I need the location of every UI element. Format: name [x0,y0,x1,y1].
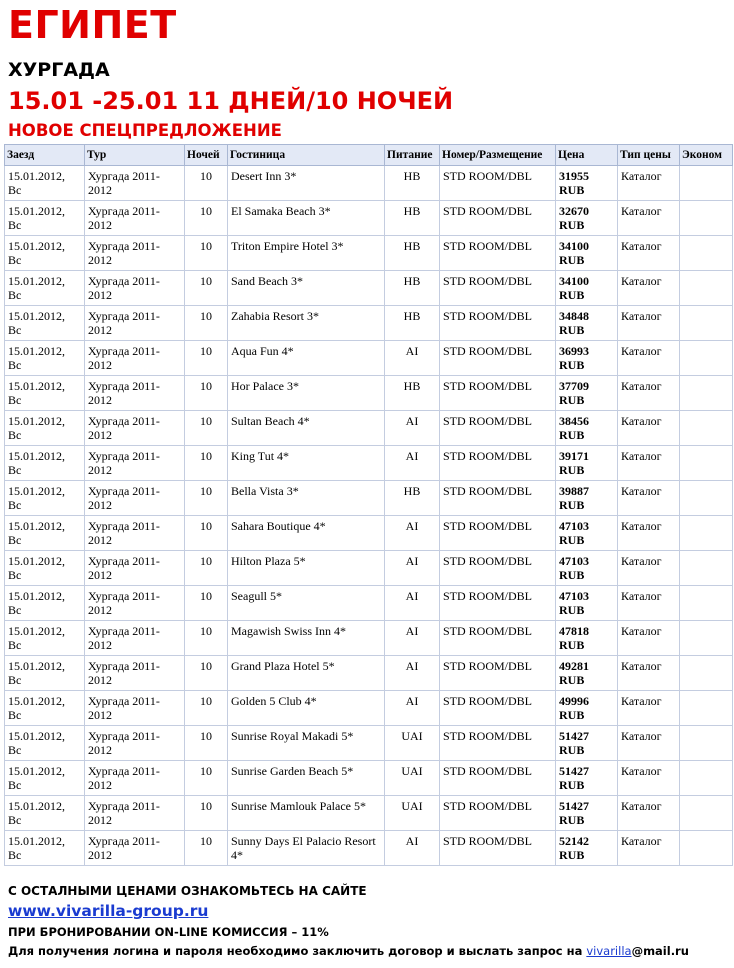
cell-economy [680,551,733,586]
cell-tour: Хургада 2011-2012 [85,166,185,201]
cell-tour: Хургада 2011-2012 [85,761,185,796]
cell-tour: Хургада 2011-2012 [85,376,185,411]
cell-meal: HB [385,166,440,201]
table-row [5,516,733,551]
cell-hotel: Sunrise Mamlouk Palace 5* [228,796,385,831]
cell-room: STD ROOM/DBL [440,831,556,866]
cell-price: 34100 RUB [556,236,618,271]
cell-meal: UAI [385,796,440,831]
cell-tour: Хургада 2011-2012 [85,586,185,621]
dates-title: 15.01 -25.01 11 ДНЕЙ/10 НОЧЕЙ [8,87,454,115]
cell-checkin: 15.01.2012, Вс [5,656,85,691]
table-row [5,621,733,656]
cell-price: 49281 RUB [556,656,618,691]
cell-nights: 10 [185,446,228,481]
cell-price: 32670 RUB [556,201,618,236]
cell-economy [680,201,733,236]
table-row [5,586,733,621]
table-row [5,726,733,761]
cell-economy [680,691,733,726]
cell-hotel: Grand Plaza Hotel 5* [228,656,385,691]
cell-hotel: Sunrise Royal Makadi 5* [228,726,385,761]
cell-tour: Хургада 2011-2012 [85,621,185,656]
cell-price-type: Каталог [618,306,680,341]
cell-checkin: 15.01.2012, Вс [5,691,85,726]
table-row [5,656,733,691]
cell-room: STD ROOM/DBL [440,341,556,376]
cell-checkin: 15.01.2012, Вс [5,831,85,866]
cell-meal: AI [385,516,440,551]
cell-price: 49996 RUB [556,691,618,726]
cell-checkin: 15.01.2012, Вс [5,796,85,831]
cell-nights: 10 [185,691,228,726]
cell-economy [680,586,733,621]
cell-tour: Хургада 2011-2012 [85,831,185,866]
table-row [5,376,733,411]
cell-economy [680,726,733,761]
offer-title: НОВОЕ СПЕЦПРЕДЛОЖЕНИЕ [8,121,282,140]
cell-meal: AI [385,656,440,691]
commission-note: ПРИ БРОНИРОВАНИИ ON-LINE КОМИССИЯ – 11% [8,925,329,939]
cell-room: STD ROOM/DBL [440,166,556,201]
cell-meal: HB [385,236,440,271]
cell-hotel: Aqua Fun 4* [228,341,385,376]
cell-economy [680,516,733,551]
cell-room: STD ROOM/DBL [440,411,556,446]
col-header-hotel: Гостиница [228,145,385,166]
cell-checkin: 15.01.2012, Вс [5,236,85,271]
cell-tour: Хургада 2011-2012 [85,201,185,236]
cell-checkin: 15.01.2012, Вс [5,376,85,411]
cell-meal: AI [385,691,440,726]
cell-tour: Хургада 2011-2012 [85,341,185,376]
cell-economy [680,411,733,446]
cell-meal: AI [385,621,440,656]
cell-price-type: Каталог [618,726,680,761]
cell-room: STD ROOM/DBL [440,621,556,656]
cell-meal: UAI [385,761,440,796]
city-title: ХУРГАДА [8,59,110,81]
cell-room: STD ROOM/DBL [440,656,556,691]
cell-price-type: Каталог [618,376,680,411]
cell-tour: Хургада 2011-2012 [85,481,185,516]
cell-price: 47103 RUB [556,516,618,551]
cell-price: 39887 RUB [556,481,618,516]
col-header-room: Номер/Размещение [440,145,556,166]
cell-price: 37709 RUB [556,376,618,411]
cell-price: 38456 RUB [556,411,618,446]
cell-checkin: 15.01.2012, Вс [5,271,85,306]
cell-hotel: Sahara Boutique 4* [228,516,385,551]
col-header-price-type: Тип цены [618,145,680,166]
cell-nights: 10 [185,306,228,341]
cell-nights: 10 [185,551,228,586]
cell-economy [680,621,733,656]
cell-nights: 10 [185,201,228,236]
cell-tour: Хургада 2011-2012 [85,516,185,551]
cell-room: STD ROOM/DBL [440,761,556,796]
cell-meal: AI [385,446,440,481]
login-note [8,944,689,958]
cell-nights: 10 [185,166,228,201]
table-row [5,691,733,726]
table-row [5,481,733,516]
cell-meal: HB [385,306,440,341]
cell-checkin: 15.01.2012, Вс [5,551,85,586]
cell-economy [680,376,733,411]
cell-economy [680,481,733,516]
cell-room: STD ROOM/DBL [440,586,556,621]
cell-price-type: Каталог [618,621,680,656]
cell-room: STD ROOM/DBL [440,551,556,586]
cell-tour: Хургада 2011-2012 [85,726,185,761]
cell-hotel: Bella Vista 3* [228,481,385,516]
cell-price: 34100 RUB [556,271,618,306]
cell-checkin: 15.01.2012, Вс [5,621,85,656]
cell-economy [680,306,733,341]
cell-checkin: 15.01.2012, Вс [5,201,85,236]
table-row [5,341,733,376]
cell-meal: AI [385,586,440,621]
cell-price-type: Каталог [618,236,680,271]
cell-price-type: Каталог [618,656,680,691]
cell-price: 51427 RUB [556,761,618,796]
cell-hotel: Hor Palace 3* [228,376,385,411]
cell-tour: Хургада 2011-2012 [85,796,185,831]
cell-hotel: King Tut 4* [228,446,385,481]
cell-room: STD ROOM/DBL [440,201,556,236]
col-header-meal: Питание [385,145,440,166]
cell-tour: Хургада 2011-2012 [85,306,185,341]
table-row [5,201,733,236]
site-link[interactable]: www.vivarilla-group.ru [8,902,209,920]
col-header-price: Цена [556,145,618,166]
cell-meal: HB [385,201,440,236]
cell-nights: 10 [185,516,228,551]
cell-room: STD ROOM/DBL [440,481,556,516]
cell-meal: AI [385,551,440,586]
cell-price: 51427 RUB [556,796,618,831]
cell-nights: 10 [185,621,228,656]
cell-price-type: Каталог [618,551,680,586]
cell-room: STD ROOM/DBL [440,236,556,271]
cell-price-type: Каталог [618,831,680,866]
cell-economy [680,271,733,306]
cell-nights: 10 [185,726,228,761]
cell-checkin: 15.01.2012, Вс [5,446,85,481]
cell-price-type: Каталог [618,201,680,236]
footer-prices-note: С ОСТАЛНЫМИ ЦЕНАМИ ОЗНАКОМЬТЕСЬ НА САЙТЕ [8,884,367,898]
col-header-tour: Тур [85,145,185,166]
login-text: Для получения логина и пароля необходимо заключить договор и выслать запрос на [8,944,587,958]
cell-checkin: 15.01.2012, Вс [5,516,85,551]
cell-hotel: El Samaka Beach 3* [228,201,385,236]
cell-nights: 10 [185,236,228,271]
table-row [5,166,733,201]
cell-price: 31955 RUB [556,166,618,201]
cell-checkin: 15.01.2012, Вс [5,411,85,446]
cell-checkin: 15.01.2012, Вс [5,166,85,201]
table-row [5,551,733,586]
cell-hotel: Sultan Beach 4* [228,411,385,446]
table-row [5,411,733,446]
email-domain: @mail.ru [631,944,689,958]
cell-checkin: 15.01.2012, Вс [5,761,85,796]
cell-price-type: Каталог [618,166,680,201]
cell-economy [680,656,733,691]
cell-checkin: 15.01.2012, Вс [5,306,85,341]
cell-nights: 10 [185,656,228,691]
cell-hotel: Magawish Swiss Inn 4* [228,621,385,656]
cell-tour: Хургада 2011-2012 [85,656,185,691]
tours-table [4,144,733,866]
cell-price-type: Каталог [618,271,680,306]
cell-hotel: Sunrise Garden Beach 5* [228,761,385,796]
table-row [5,306,733,341]
cell-checkin: 15.01.2012, Вс [5,586,85,621]
cell-price: 39171 RUB [556,446,618,481]
cell-meal: AI [385,831,440,866]
cell-tour: Хургада 2011-2012 [85,271,185,306]
cell-economy [680,236,733,271]
cell-room: STD ROOM/DBL [440,726,556,761]
cell-room: STD ROOM/DBL [440,516,556,551]
country-title: ЕГИПЕТ [8,3,177,47]
cell-meal: HB [385,481,440,516]
cell-nights: 10 [185,411,228,446]
cell-hotel: Seagull 5* [228,586,385,621]
cell-economy [680,761,733,796]
cell-room: STD ROOM/DBL [440,271,556,306]
cell-price: 52142 RUB [556,831,618,866]
cell-meal: AI [385,341,440,376]
cell-nights: 10 [185,341,228,376]
cell-nights: 10 [185,376,228,411]
cell-meal: HB [385,271,440,306]
cell-price: 36993 RUB [556,341,618,376]
cell-checkin: 15.01.2012, Вс [5,341,85,376]
cell-economy [680,166,733,201]
cell-room: STD ROOM/DBL [440,306,556,341]
table-row [5,446,733,481]
cell-price: 47103 RUB [556,551,618,586]
cell-hotel: Desert Inn 3* [228,166,385,201]
cell-room: STD ROOM/DBL [440,796,556,831]
cell-nights: 10 [185,586,228,621]
table-body [5,166,733,866]
cell-hotel: Zahabia Resort 3* [228,306,385,341]
cell-price-type: Каталог [618,516,680,551]
cell-price-type: Каталог [618,411,680,446]
cell-price: 51427 RUB [556,726,618,761]
cell-price-type: Каталог [618,446,680,481]
cell-price-type: Каталог [618,691,680,726]
cell-price: 47103 RUB [556,586,618,621]
cell-tour: Хургада 2011-2012 [85,236,185,271]
cell-price-type: Каталог [618,341,680,376]
table-row [5,761,733,796]
cell-tour: Хургада 2011-2012 [85,551,185,586]
cell-nights: 10 [185,761,228,796]
cell-checkin: 15.01.2012, Вс [5,481,85,516]
cell-room: STD ROOM/DBL [440,446,556,481]
cell-price: 34848 RUB [556,306,618,341]
cell-room: STD ROOM/DBL [440,376,556,411]
cell-nights: 10 [185,796,228,831]
cell-room: STD ROOM/DBL [440,691,556,726]
cell-hotel: Triton Empire Hotel 3* [228,236,385,271]
cell-nights: 10 [185,481,228,516]
cell-tour: Хургада 2011-2012 [85,691,185,726]
cell-tour: Хургада 2011-2012 [85,411,185,446]
cell-price-type: Каталог [618,586,680,621]
cell-economy [680,341,733,376]
cell-checkin: 15.01.2012, Вс [5,726,85,761]
col-header-nights: Ночей [185,145,228,166]
cell-nights: 10 [185,271,228,306]
cell-price-type: Каталог [618,761,680,796]
cell-hotel: Hilton Plaza 5* [228,551,385,586]
table-row [5,271,733,306]
cell-price: 47818 RUB [556,621,618,656]
cell-meal: HB [385,376,440,411]
email-link[interactable]: vivarilla [586,944,632,958]
cell-nights: 10 [185,831,228,866]
cell-meal: AI [385,411,440,446]
cell-hotel: Sand Beach 3* [228,271,385,306]
cell-tour: Хургада 2011-2012 [85,446,185,481]
col-header-economy: Эконом [680,145,733,166]
cell-hotel: Golden 5 Club 4* [228,691,385,726]
cell-price-type: Каталог [618,796,680,831]
cell-meal: UAI [385,726,440,761]
cell-economy [680,796,733,831]
cell-economy [680,446,733,481]
cell-economy [680,831,733,866]
cell-price-type: Каталог [618,481,680,516]
table-row [5,236,733,271]
cell-hotel: Sunny Days El Palacio Resort 4* [228,831,385,866]
table-row [5,796,733,831]
col-header-checkin: Заезд [5,145,85,166]
table-header-row [5,145,733,166]
table-row [5,831,733,866]
